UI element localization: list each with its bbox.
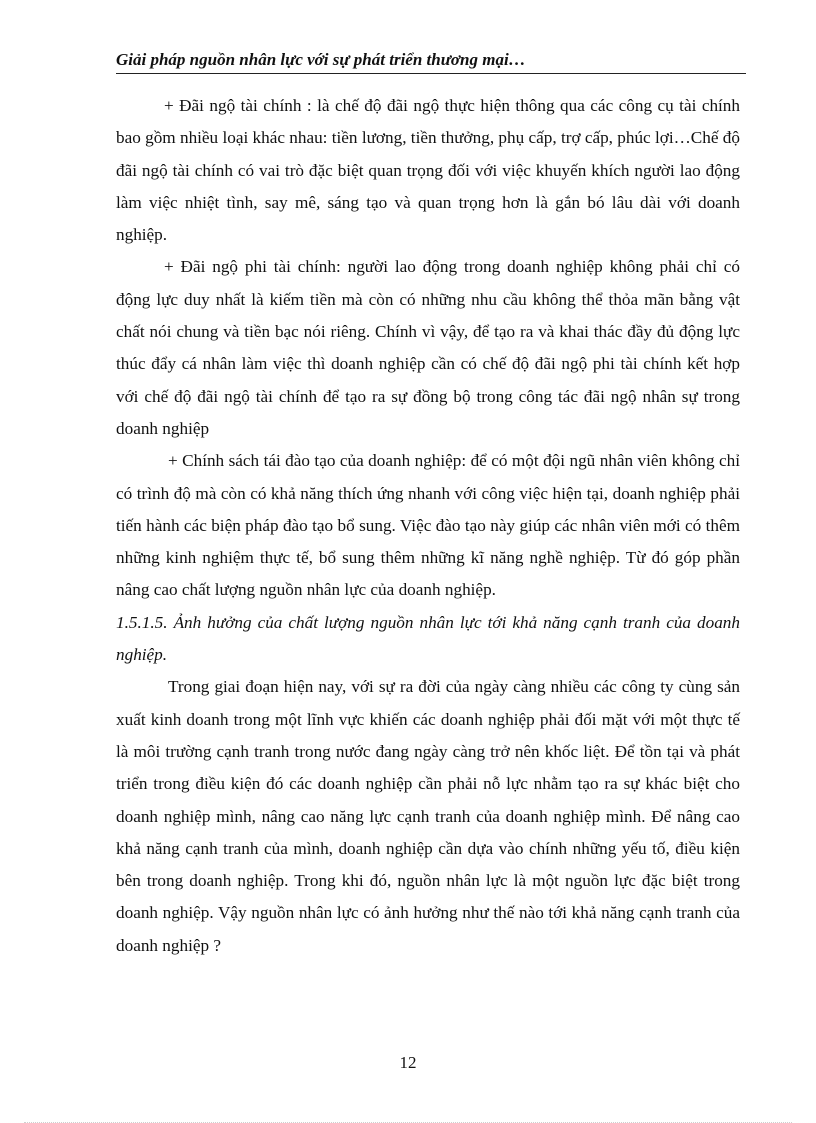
paragraph-non-financial-compensation: + Đãi ngộ phi tài chính: người lao động trong doanh nghiệp không phải chỉ có động lực duy nhất là kiếm tiền mà còn có những nhu cầu không thể thỏa mãn bằng vật chất nói chung và tiền bạc nói riêng. Chính vì vậy, để tạo ra và khai thác đầy đủ động lực thúc đẩy cá nhân làm việc thì doanh nghiệp cần có chế độ đãi ngộ phi tài chính kết hợp với chế độ đãi ngộ tài chính để tạo ra sự đồng bộ trong công tác đãi ngộ nhân sự trong doanh nghiệp — [116, 257, 740, 438]
section-heading: 1.5.1.5. Ảnh hưởng của chất lượng nguồn nhân lực tới khả năng cạnh tranh của doanh nghiệp. — [116, 612, 740, 665]
paragraph-retraining-policy: + Chính sách tái đào tạo của doanh nghiệp: để có một đội ngũ nhân viên không chỉ có trình độ mà còn có khả năng thích ứng nhanh với công việc hiện tại, doanh nghiệp phải tiến hành các biện pháp đào tạo bổ sung. Việc đào tạo này giúp các nhân viên mới có thêm những kinh nghiệm thực tế, bổ sung thêm những kĩ năng nghề nghiệp. Từ đó góp phần nâng cao chất lượng nguồn nhân lực của doanh nghiệp. — [116, 451, 740, 600]
paragraph-competitiveness: Trong giai đoạn hiện nay, với sự ra đời của ngày càng nhiều các công ty cùng sản xuất kinh doanh trong một lĩnh vực khiến các doanh nghiệp phải đối mặt với một thực tế là môi trường cạnh tranh trong nước đang ngày càng trở nên khốc liệt. Để tồn tại và phát triển trong điều kiện đó các doanh nghiệp cần phải nỗ lực nhằm tạo ra sự khác biệt cho doanh nghiệp mình, nâng cao năng lực cạnh tranh của doanh nghiệp mình. Để nâng cao khả năng cạnh tranh của mình, doanh nghiệp cần dựa vào chính những yếu tố, điều kiện bên trong doanh nghiệp. Trong khi đó, nguồn nhân lực là một nguồn lực đặc biệt trong doanh nghiệp. Vậy nguồn nhân lực có ảnh hưởng như thế nào tới khả năng cạnh tranh của doanh nghiệp ? — [116, 677, 740, 955]
page-number: 12 — [399, 1053, 417, 1072]
paragraph-financial-compensation: + Đãi ngộ tài chính : là chế độ đãi ngộ thực hiện thông qua các công cụ tài chính bao gồm nhiều loại khác nhau: tiền lương, tiền thưởng, phụ cấp, trợ cấp, phúc lợi…Chế độ đãi ngộ tài chính có vai trò đặc biệt quan trọng đối với việc khuyến khích người lao động làm việc nhiệt tình, say mê, sáng tạo và quan trọng hơn là gắn bó lâu dài với doanh nghiệp. — [116, 96, 740, 245]
running-header: Giải pháp nguồn nhân lực với sự phát triển thương mại… — [116, 49, 746, 74]
body-text — [116, 90, 740, 962]
